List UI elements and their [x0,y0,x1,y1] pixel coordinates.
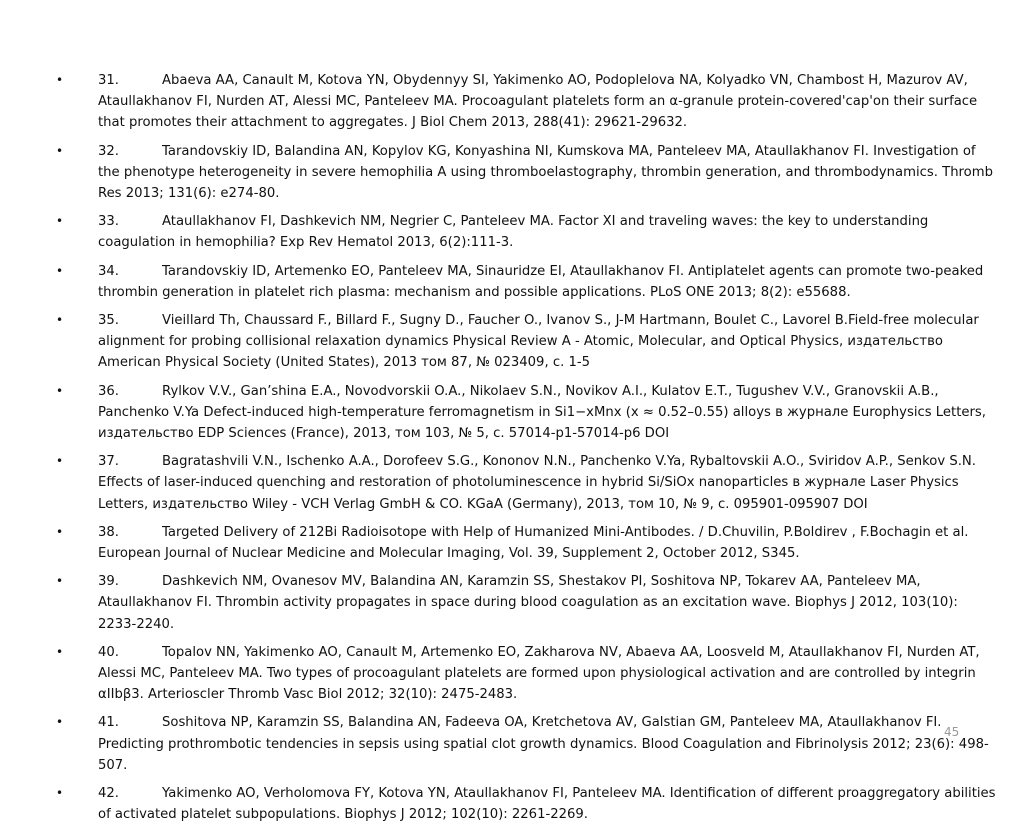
reference-item [0,783,1024,825]
bullet-icon: • [56,383,64,398]
bullet-icon: • [56,313,64,328]
reference-text: Dashkevich NM, Ovanesov MV, Balandina AN, Karamzin SS, Shestakov PI, Soshitova NP, Tokarev AA, Panteleev MA, Ataullakhanov FI. Thrombin activity propagates in space during blood coagulation as an excitation wave. Biophys J 2012, 103(10): 2233-2240. [98,574,958,632]
reference-number: 38. [98,524,119,540]
reference-item [0,642,1024,706]
reference-text: Yakimenko AO, Verholomova FY, Kotova YN, Ataullakhanov FI, Panteleev MA. Identification of different proaggregatory abilities of activated platelet subpopulations. Biophys J 2012; 102(10): 2261-2269. [98,786,996,823]
page-number: 45 [944,725,960,739]
reference-item [0,451,1024,515]
reference-number: 40. [98,644,119,660]
bullet-icon: • [56,524,64,539]
reference-text: Tarandovskiy ID, Balandina AN, Kopylov KG, Konyashina NI, Kumskova MA, Panteleev MA, Ataullakhanov FI. Investigation of the phenotype heterogeneity in severe hemophilia A using thromboelastography, thrombin generation, and thrombodynamics. Thromb Res 2013; 131(6): e274-80. [98,143,993,202]
reference-text: Tarandovskiy ID, Artemenko EO, Panteleev MA, Sinauridze EI, Ataullakhanov FI. Antiplatelet agents can promote two-peaked thrombin generation in platelet rich plasma: mechanism and possible applications. PLoS ONE 2013; 8(2): e55688. [98,263,984,300]
bullet-icon: • [56,644,64,659]
reference-text: Bagratashvili V.N., Ischenko A.A., Dorofeev S.G., Kononov N.N., Panchenko V.Ya, Rybaltovskii A.O., Sviridov A.P., Senkov S.N. Effects of laser-induced quenching and restoration of photoluminescence in hybrid Si/SiOx nanoparticles в журнале Laser Physics Letters, издательство Wiley - VCH Verlag GmbH & CO. KGaA (Germany), 2013, том 10, № 9, с. 095901-095907 DOI [98,454,976,512]
reference-number: 31. [98,73,119,88]
reference-text: Targeted Delivery of 212Bi Radioisotope with Help of Humanized Mini-Antibodes. / D.Chuvilin, P.Boldirev , F.Bochagin et al. European Journal of Nuclear Medicine and Molecular Imaging, Vol. 39, Supplement 2, October 2012, S345. [98,524,969,562]
reference-item [0,381,1024,445]
reference-number: 34. [98,263,119,279]
reference-text: Vieillard Th, Chaussard F., Billard F., Sugny D., Faucher O., Ivanov S., J-M Hartmann, Boulet C., Lavorel B.Field-free molecular alignment for probing collisional relaxation dynamics Physical Review A - Atomic, Molecular, and Optical Physics, издательство American Physical Society (United States), 2013 том 87, № 023409, с. 1-5 [98,313,979,371]
reference-number: 33. [98,214,119,230]
bullet-icon: • [56,263,64,278]
bullet-icon: • [56,786,64,801]
reference-text: Ataullakhanov FI, Dashkevich NM, Negrier C, Panteleev MA. Factor XI and traveling waves: the key to understanding coagulation in hemophilia? Exp Rev Hematol 2013, 6(2):111-3. [98,214,929,251]
bullet-icon: • [56,214,64,229]
reference-number: 35. [98,313,119,329]
reference-text: Rylkov V.V., Gan’shina E.A., Novodvorskii O.A., Nikolaev S.N., Novikov A.I., Kulatov E.T., Tugushev V.V., Granovskii A.B., Panchenko V.Ya Defect-induced high-temperature ferromagnetism in Si1−xMnx (x ≈ 0.52–0.55) alloys в журнале Europhysics Letters, издательство EDP Sciences (France), 2013, том 103, № 5, с. 57014-p1-57014-p6 DOI [98,383,986,442]
bullet-icon: • [56,73,64,87]
reference-item [0,310,1024,374]
reference-list [0,70,1024,833]
reference-number: 41. [98,715,119,731]
reference-text: Topalov NN, Yakimenko AO, Canault M, Artemenko EO, Zakharova NV, Abaeva AA, Loosveld M, Ataullakhanov FI, Nurden AT, Alessi MC, Panteleev MA. Two types of procoagulant platelets are formed upon physiological activation and are controlled by integrin αIIbβ3. Arterioscler Thromb Vasc Biol 2012; 32(10): 2475-2483. [98,644,980,703]
bullet-icon: • [56,454,64,469]
reference-number: 36. [98,383,119,399]
reference-item [0,70,1024,134]
reference-item [0,522,1024,564]
reference-item [0,261,1024,303]
reference-item [0,712,1024,776]
bullet-icon: • [56,574,64,589]
reference-text: Abaeva AA, Canault M, Kotova YN, Obydennyy SI, Yakimenko AO, Podoplelova NA, Kolyadko VN, Chambost H, Mazurov AV, Ataullakhanov FI, Nurden AT, Alessi MC, Panteleev MA. Procoagulant platelets form an α-granule protein-covered'cap'on their surface that promotes their attachment to aggregates. J Biol Chem 2013, 288(41): 29621-29632. [98,73,978,131]
reference-text: Soshitova NP, Karamzin SS, Balandina AN, Fadeeva OA, Kretchetova AV, Galstian GM, Panteleev MA, Ataullakhanov FI. Predicting prothrombotic tendencies in sepsis using spatial clot growth dynamics. Blood Coagulation and Fibrinolysis 2012; 23(6): 498-507. [98,715,989,773]
reference-item [0,211,1024,253]
reference-number: 32. [98,143,119,159]
bullet-icon: • [56,143,64,158]
reference-item [0,141,1024,205]
reference-item [0,571,1024,635]
bullet-icon: • [56,715,64,730]
reference-number: 42. [98,786,119,802]
reference-number: 37. [98,454,119,470]
reference-number: 39. [98,574,119,590]
